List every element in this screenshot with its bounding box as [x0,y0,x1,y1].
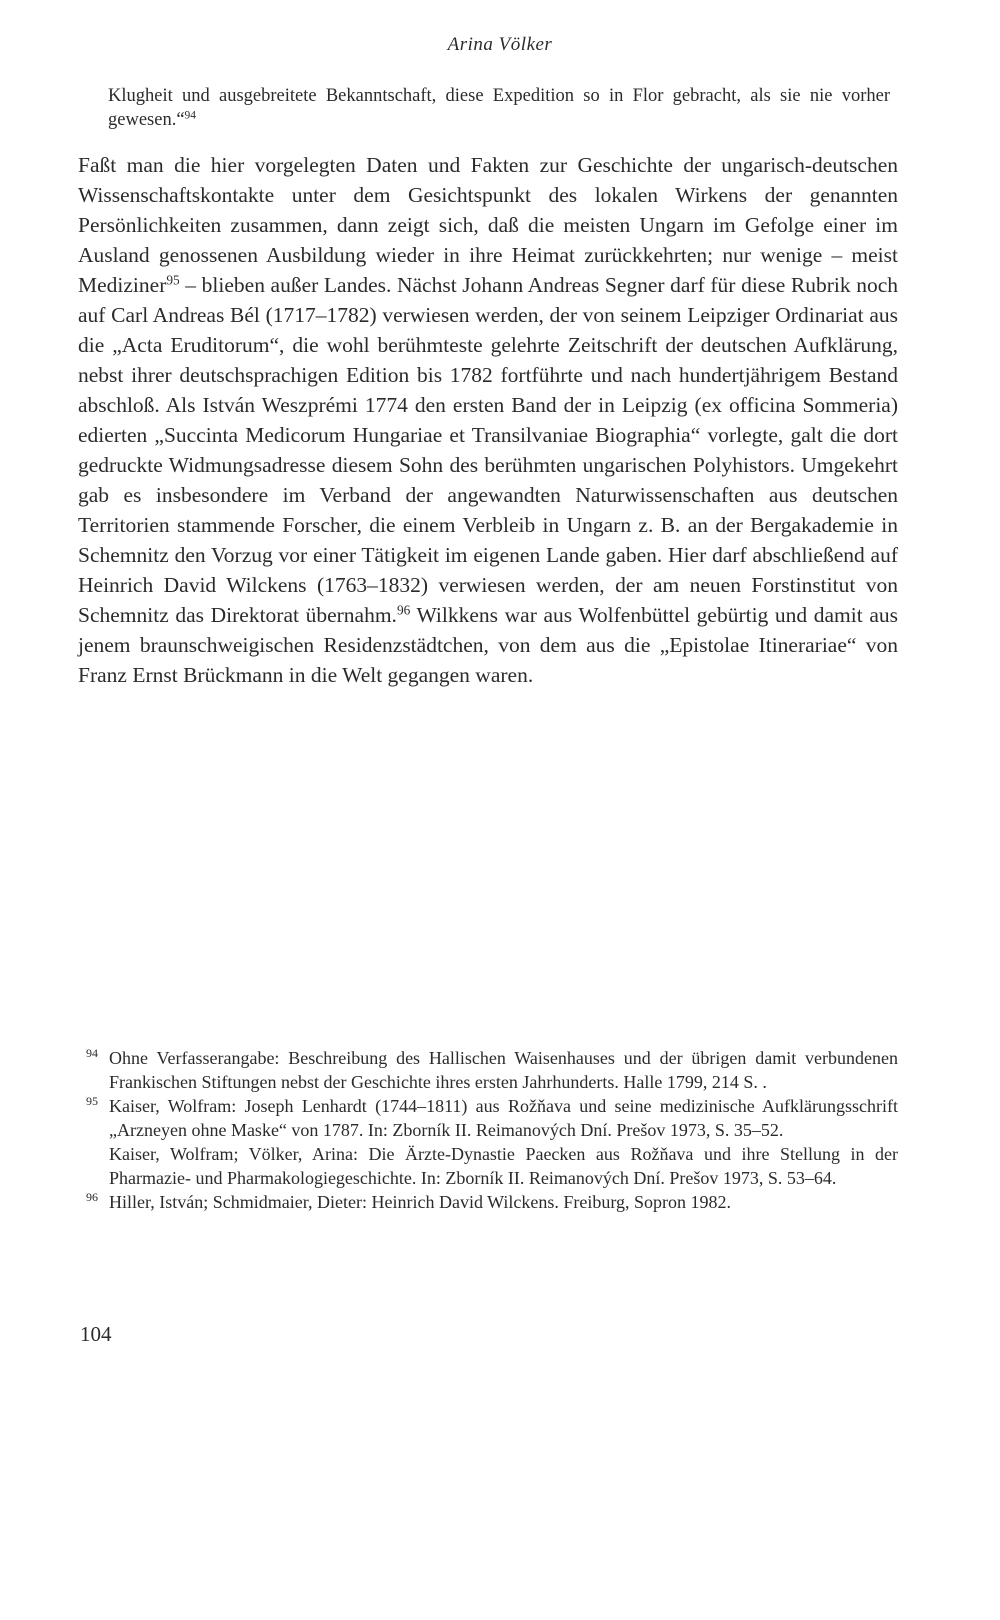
footnote-ref-95: 95 [166,272,180,288]
quote-text: Klugheit und ausgebreitete Bekanntschaft, diese Expedition so in Flor gebracht, als sie nie vorher gewesen.“ [108,86,890,130]
footnote-94 [86,1046,898,1094]
footnote-number: 94 [86,1046,98,1060]
footnote-number: 96 [86,1190,98,1204]
footnote-96 [86,1190,898,1214]
footnote-95-continuation: Kaiser, Wolfram; Völker, Arina: Die Ärzte-Dynastie Paecken aus Rožňava und ihre Stellung in der Pharmazie- und Pharmakologiegeschichte. In: Zborník II. Reimanových Dní. Prešov 1973, S. 53–64. [109,1144,898,1188]
page-number: 104 [80,1322,112,1346]
quote-continuation [108,84,890,132]
body-text-part-1: Faßt man die hier vorgelegten Daten und Fakten zur Geschichte der ungarisch-deutschen Wissenschaftskontakte unter dem Gesichtspunkt des lokalen Wirkens der genannten Persönlichkeiten zusammen, dann zeigt sich, daß die meisten Ungarn im Gefolge einer im Ausland genossenen Ausbildung wieder in ihre Heimat zurückkehrten; nur wenige – meist Mediziner [78,153,898,297]
body-text-part-3: Wilkkens war aus Wolfenbüttel gebürtig und damit aus jenem braunschweigischen Residenzstädtchen, von dem aus die „Epistolae Itinerariae“ von Franz Ernst Brückmann in die Welt gegangen waren. [78,603,898,687]
footnote-text: Hiller, István; Schmidmaier, Dieter: Heinrich David Wilckens. Freiburg, Sopron 1982. [109,1192,732,1212]
footnote-text: Kaiser, Wolfram: Joseph Lenhardt (1744–1811) aus Rožňava und seine medizinische Aufklärungsschrift „Arzneyen ohne Maske“ von 1787. In: Zborník II. Reimanových Dní. Prešov 1973, S. 35–52. [109,1096,898,1140]
footnote-ref-96: 96 [396,602,411,618]
footnote-ref-94: 94 [184,109,196,122]
footnotes [86,1046,898,1214]
footnote-95 [86,1094,898,1142]
footnote-number: 95 [86,1094,98,1108]
body-paragraph [78,150,898,690]
running-head-author: Arina Völker [447,34,553,55]
footnote-text: Ohne Verfasserangabe: Beschreibung des Hallischen Waisenhauses und der übrigen damit verbundenen Frankischen Stiftungen nebst der Geschichte ihres ersten Jahrhunderts. Halle 1799, 214 S. . [109,1048,898,1092]
body-text-part-2: – blieben außer Landes. Nächst Johann Andreas Segner darf für diese Rubrik noch auf Carl Andreas Bél (1717–1782) verwiesen werden, der von seinem Leipziger Ordinariat aus die „Acta Eruditorum“, die wohl berühmteste gelehrte Zeitschrift der deutschen Aufklärung, nebst ihrer deutschsprachigen Edition bis 1782 fortführte und nach hundertjährigem Bestand abschloß. Als István Weszprémi 1774 den ersten Band der in Leipzig (ex officina Sommeria) edierten „Succinta Medicorum Hungariae et Transilvaniae Biographia“ vorlegte, galt die dort gedruckte Widmungsadresse diesem Sohn des berühmten ungarischen Polyhistors. Umgekehrt gab es insbesondere im Verband der angewandten Naturwissenschaften aus deutschen Territorien stammende Forscher, die einem Verbleib in Ungarn z. B. an der Bergakademie in Schemnitz den Vorzug vor einer Tätigkeit im eigenen Lande gaben. Hier darf abschließend auf Heinrich David Wilckens (1763–1832) verwiesen werden, der am neuen Forstinstitut von Schemnitz das Direktorat übernahm. [78,273,898,627]
